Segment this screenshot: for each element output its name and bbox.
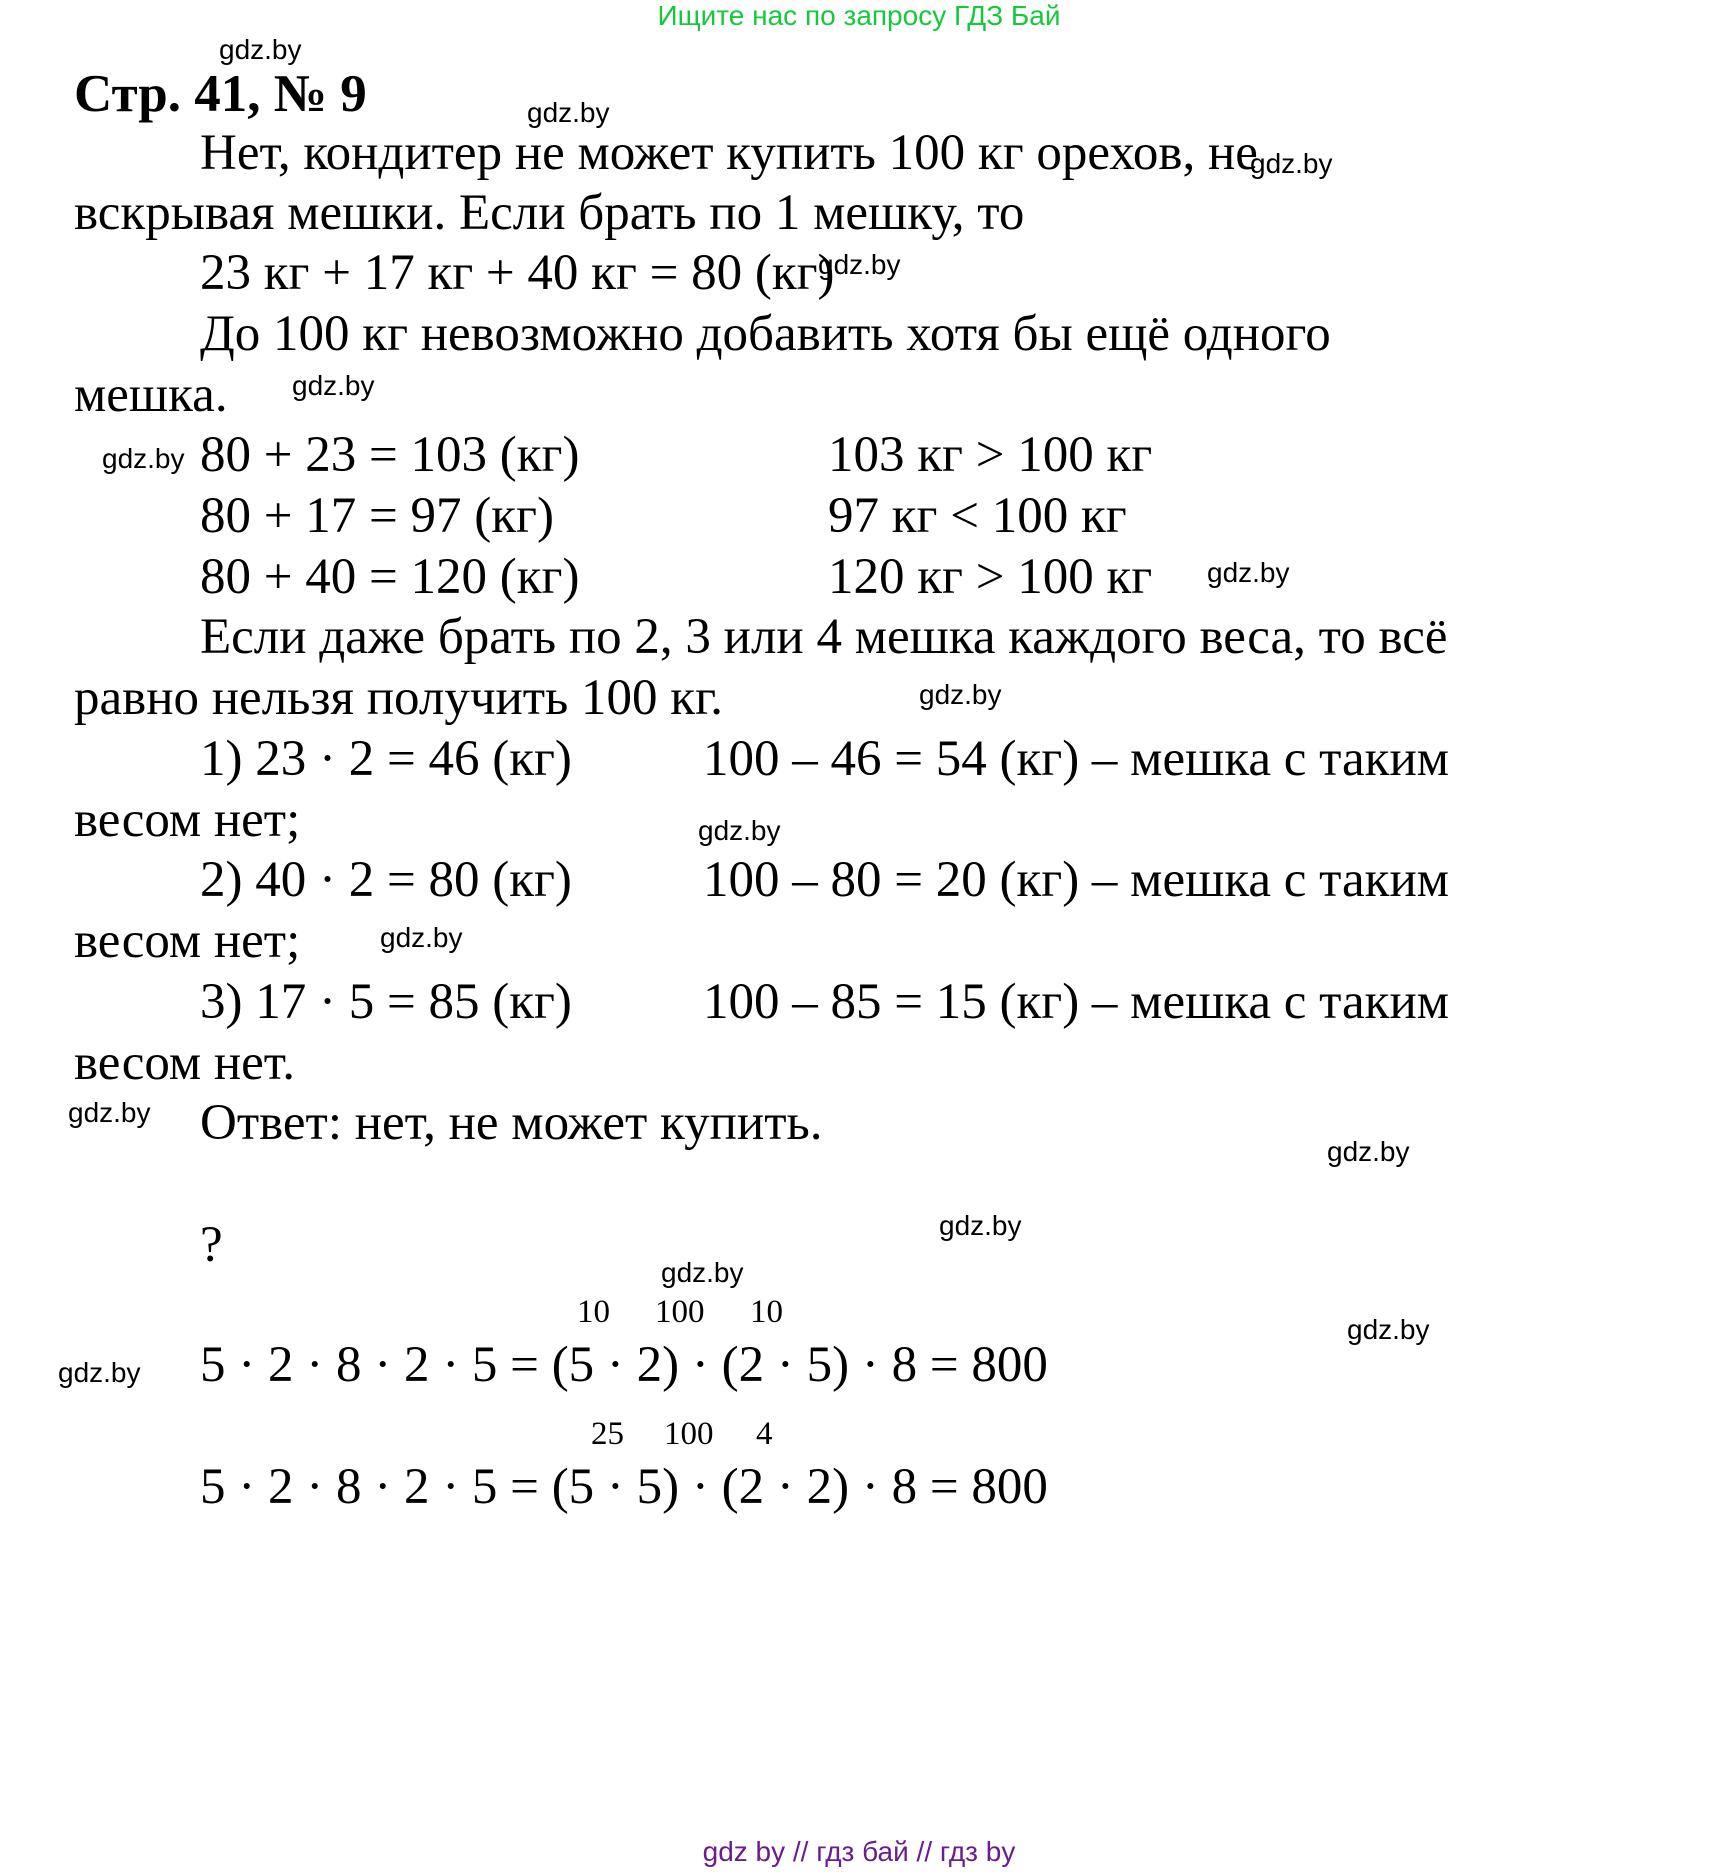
expr-1-annotation-3: 10 xyxy=(750,1294,783,1330)
expr-1-annotation-1: 10 xyxy=(577,1294,610,1330)
watermark: gdz.by xyxy=(939,1210,1022,1241)
calc-3-left: 80 + 40 = 120 (кг) xyxy=(200,549,580,605)
watermark: gdz.by xyxy=(219,34,302,65)
paragraph-1-line-1: Нет, кондитер не может купить 100 кг орехов, не xyxy=(200,125,1258,181)
watermark: gdz.by xyxy=(1347,1314,1430,1345)
watermark: gdz.by xyxy=(818,249,901,280)
answer-line: Ответ: нет, не может купить. xyxy=(200,1095,823,1151)
case-1-left: 1) 23 · 2 = 46 (кг) xyxy=(200,731,572,787)
watermark: gdz.by xyxy=(919,679,1002,710)
case-3-right: 100 – 85 = 15 (кг) – мешка с таким xyxy=(703,974,1450,1030)
paragraph-1-line-2: вскрывая мешки. Если брать по 1 мешку, то xyxy=(74,185,1025,241)
expr-1-annotation-2: 100 xyxy=(655,1294,705,1330)
expr-2-annotation-2: 100 xyxy=(664,1416,714,1452)
watermark: gdz.by xyxy=(102,443,185,474)
question-mark: ? xyxy=(200,1217,223,1273)
expr-2-annotation-1: 25 xyxy=(591,1416,624,1452)
case-1-tail: весом нет; xyxy=(74,792,301,848)
calc-1-left: 80 + 23 = 103 (кг) xyxy=(200,427,580,483)
watermark: gdz.by xyxy=(68,1097,151,1128)
paragraph-3-line-1: Если даже брать по 2, 3 или 4 мешка каждого веса, то всё xyxy=(200,609,1448,665)
watermark: gdz.by xyxy=(527,97,610,128)
calc-1-right: 103 кг > 100 кг xyxy=(828,427,1153,483)
watermark: gdz.by xyxy=(1207,557,1290,588)
footer-links[interactable]: gdz by // гдз бай // гдз by xyxy=(702,1836,1016,1867)
case-2-left: 2) 40 · 2 = 80 (кг) xyxy=(200,852,572,908)
calc-2-left: 80 + 17 = 97 (кг) xyxy=(200,488,554,544)
case-2-tail: весом нет; xyxy=(74,913,301,969)
watermark: gdz.by xyxy=(698,815,781,846)
expr-2: 5 · 2 · 8 · 2 · 5 = (5 · 5) · (2 · 2) · 8 = 800 xyxy=(200,1459,1048,1515)
expr-2-annotation-3: 4 xyxy=(756,1416,773,1452)
watermark: gdz.by xyxy=(292,370,375,401)
page-title: Стр. 41, № 9 xyxy=(74,65,367,123)
watermark: gdz.by xyxy=(380,922,463,953)
calc-2-right: 97 кг < 100 кг xyxy=(828,488,1127,544)
case-3-left: 3) 17 · 5 = 85 (кг) xyxy=(200,974,572,1030)
case-3-tail: весом нет. xyxy=(74,1035,296,1091)
case-2-right: 100 – 80 = 20 (кг) – мешка с таким xyxy=(703,852,1450,908)
paragraph-3-line-2: равно нельзя получить 100 кг. xyxy=(74,670,724,726)
watermark: gdz.by xyxy=(1250,148,1333,179)
watermark: gdz.by xyxy=(1327,1136,1410,1167)
watermark: gdz.by xyxy=(661,1257,744,1288)
paragraph-2-line-1: До 100 кг невозможно добавить хотя бы ещё одного xyxy=(200,306,1331,362)
calc-3-right: 120 кг > 100 кг xyxy=(828,549,1153,605)
top-banner: Ищите нас по запросу ГДЗ Бай xyxy=(657,0,1061,31)
expr-1: 5 · 2 · 8 · 2 · 5 = (5 · 2) · (2 · 5) · 8 = 800 xyxy=(200,1337,1048,1393)
case-1-right: 100 – 46 = 54 (кг) – мешка с таким xyxy=(703,731,1450,787)
watermark: gdz.by xyxy=(58,1357,141,1388)
paragraph-2-line-2: мешка. xyxy=(74,367,228,423)
sum-line: 23 кг + 17 кг + 40 кг = 80 (кг) xyxy=(200,245,835,301)
